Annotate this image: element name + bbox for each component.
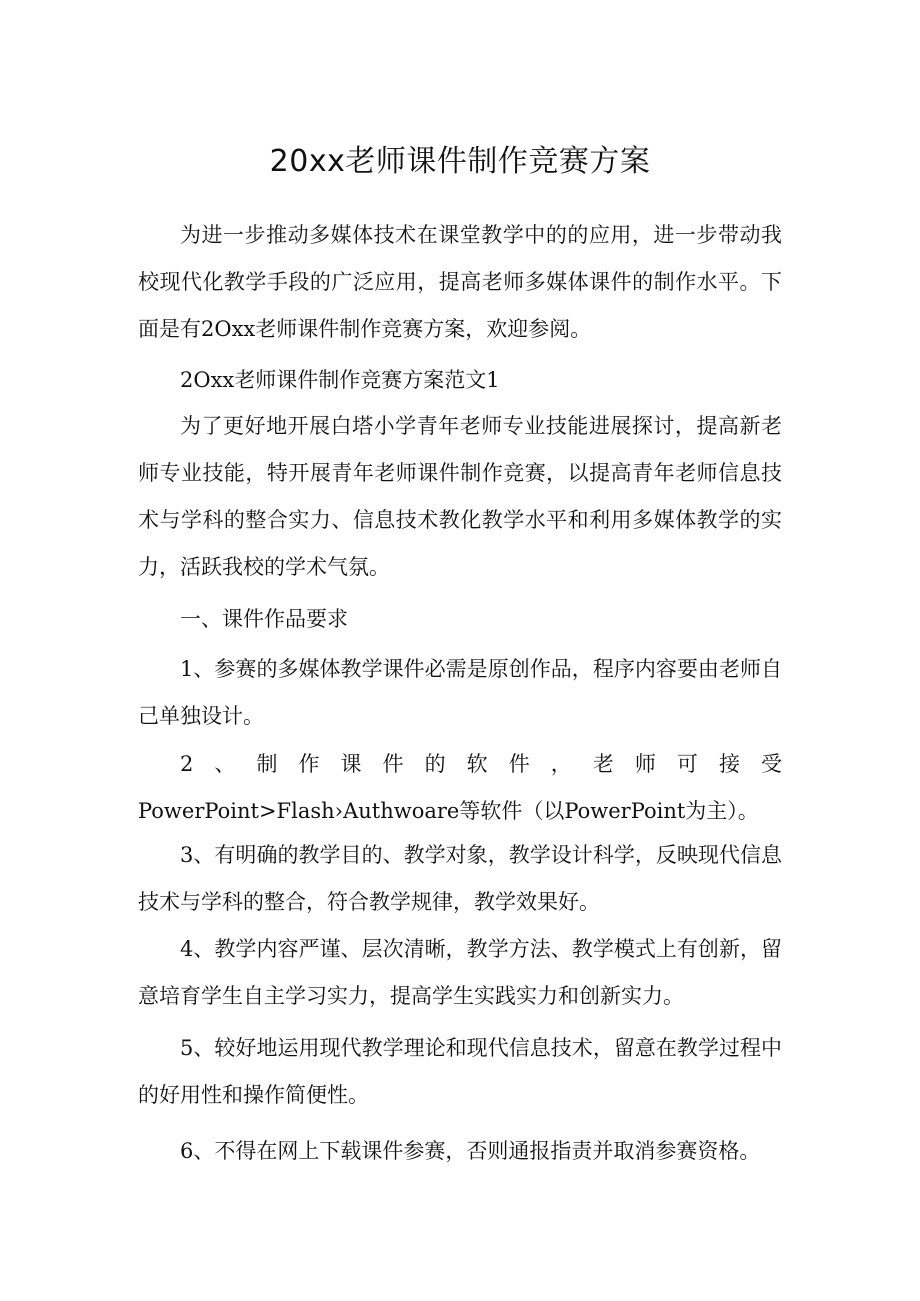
requirement-item-4: 4、教学内容严谨、层次清晰，教学方法、教学模式上有创新，留意培育学生自主学习实力，提高学生实践实力和创新实力。: [138, 937, 782, 1008]
requirement-item-2: 2、制作课件的软件，老师可接受PowerPoint>Flash›Authwoare等软件（以PowerPoint为主）。: [138, 752, 782, 823]
requirement-item-1: 1、参赛的多媒体教学课件必需是原创作品，程序内容要由老师自己单独设计。: [138, 657, 782, 728]
requirement-item-6: 6、不得在网上下载课件参赛，否则通报指责并取消参赛资格。: [180, 1139, 761, 1163]
subheading-sample-1: 2Oxx老师课件制作竞赛方案范文1: [180, 368, 500, 392]
body-paragraph: 为了更好地开展白塔小学青年老师专业技能进展探讨，提高新老师专业技能，特开展青年老师课件制作竞赛，以提高青年老师信息技术与学科的整合实力、信息技术教化教学水平和利用多媒体教学的实力，活跃我校的学术气氛。: [138, 414, 782, 579]
requirement-item-3: 3、有明确的教学目的、教学对象，教学设计科学，反映现代信息技术与学科的整合，符合教学规律，教学效果好。: [138, 843, 782, 914]
section-heading-requirements: 一、课件作品要求: [180, 607, 348, 631]
document-title: 20xx老师课件制作竞赛方案: [269, 144, 651, 179]
requirement-item-5: 5、较好地运用现代教学理论和现代信息技术，留意在教学过程中的好用性和操作简便性。: [138, 1036, 782, 1107]
intro-paragraph: 为进一步推动多媒体技术在课堂教学中的的应用，进一步带动我校现代化教学手段的广泛应用，提高老师多媒体课件的制作水平。下面是有2Oxx老师课件制作竞赛方案，欢迎参阅。: [138, 223, 782, 341]
